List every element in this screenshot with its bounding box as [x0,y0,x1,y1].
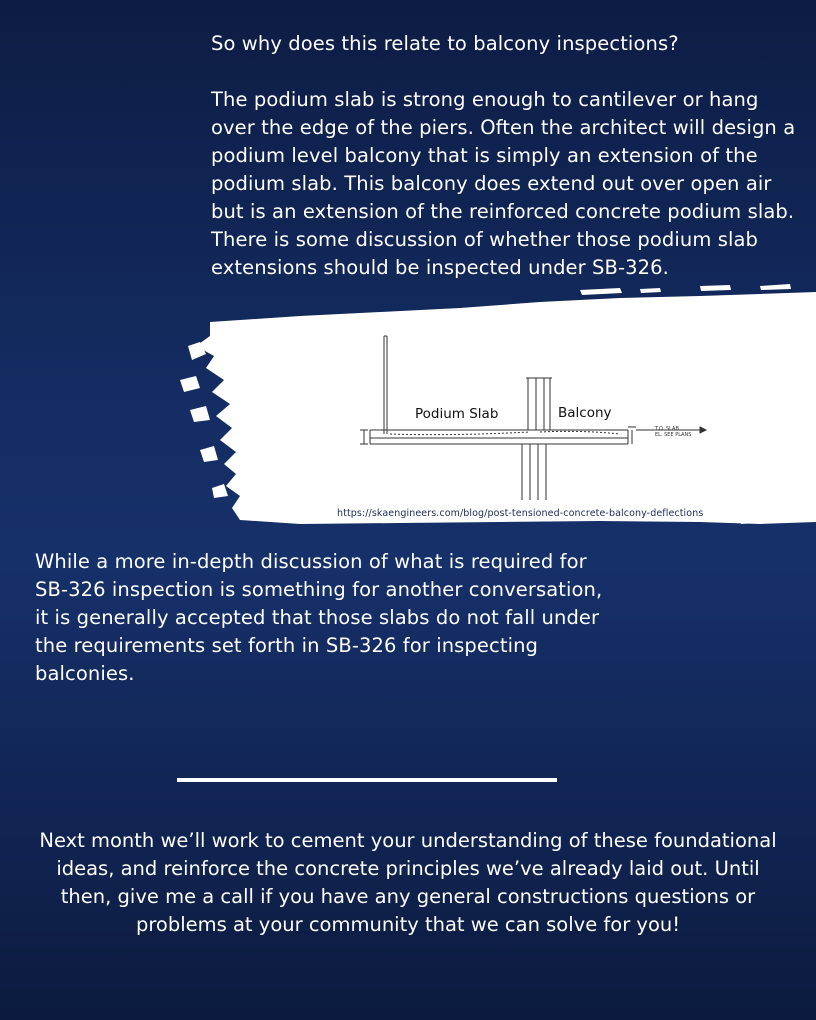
intro-question: So why does this relate to balcony inspections? [211,32,679,55]
middle-paragraph: While a more in-depth discussion of what is required for SB-326 inspection is something for another conversation, it is generally accepted that those slabs do not fall under the requirements set forth in SB-326 for inspecting balconies. [35,550,603,685]
figure-source-link[interactable]: https://skaengineers.com/blog/post-tensioned-concrete-balcony-deflections [337,508,704,519]
podium-slab-label: Podium Slab [415,406,499,422]
podium-balcony-section-drawing [360,330,720,505]
section-divider [177,778,557,782]
intro-paragraph: The podium slab is strong enough to cantilever or hang over the edge of the piers. Often the architect will design a podium level balcony that is simply an extension of the podium slab. This balcony does extend out over open air but is an extension of the reinforced concrete podium slab. There is some discussion of whether those podium slab extensions should be inspected under SB-326. [211,88,796,279]
slab-elevation-text: EL. SEE PLANS [655,432,692,438]
slab-top-note: T.O. SLAB [655,426,679,432]
closing-paragraph: Next month we’ll work to cement your understanding of these foundational ideas, and reinforce the concrete principles we’ve already laid out. Until then, give me a call if you have any general constructions questions or problems at your community that we can solve for you! [39,829,777,936]
slab-elevation-note [655,426,691,438]
balcony-label: Balcony [558,405,612,421]
